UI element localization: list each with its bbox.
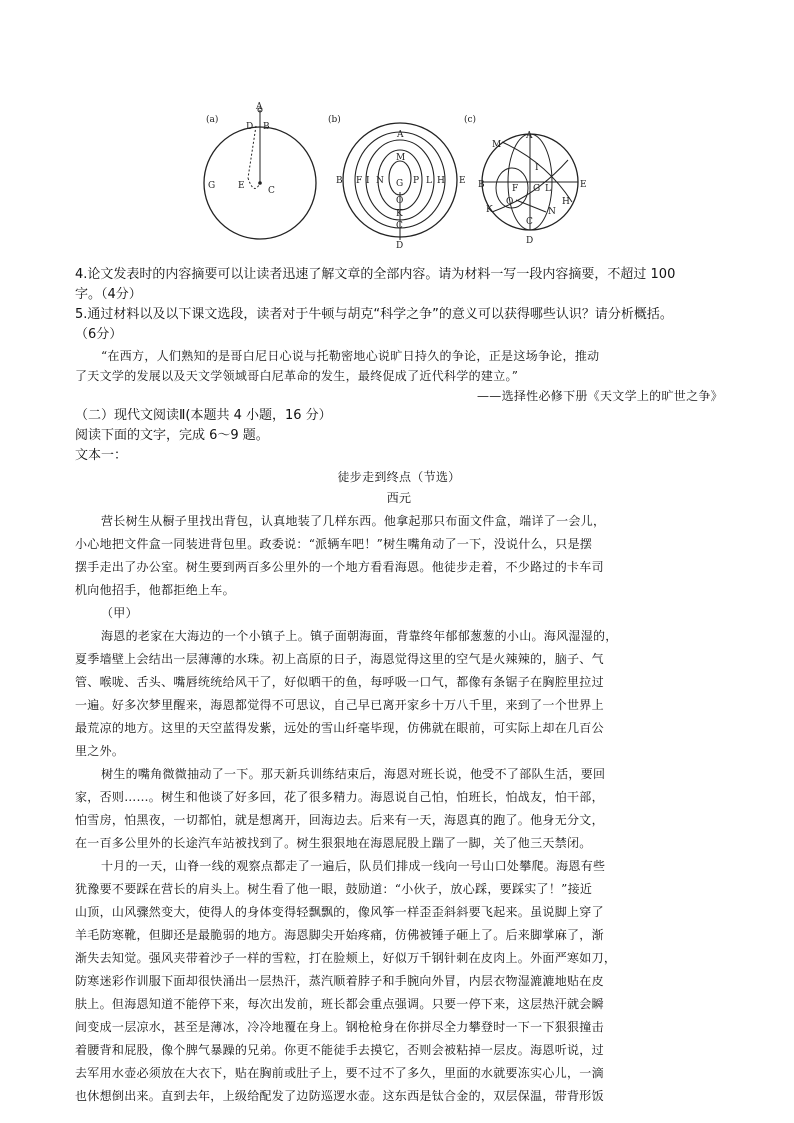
question-5-line-1: 5.通过材料以及以下课文选段，读者对于牛顿与胡克“科学之争”的意义可以获得哪些认识？请分析概括。 <box>75 307 673 322</box>
question-4-line-2: 字。（4分） <box>75 287 142 302</box>
section-title: （二）现代文阅读Ⅱ(本题共 4 小题，16 分） <box>75 408 332 423</box>
article-line: 小心地把文件盒一同装进背包里。政委说：“派辆车吧！”树生嘴角动了一下，没说什么，只是摆 <box>75 537 593 551</box>
diagram-panel-b <box>328 114 466 250</box>
point-i-b: I <box>366 176 370 186</box>
celestial-diagram-figure <box>196 100 596 250</box>
article-line: 里之外。 <box>75 744 125 758</box>
point-b-c: B <box>478 180 485 190</box>
article-line: 十月的一天，山脊一线的观察点都走了一遍后，队员们排成一线向一号山口处攀爬。海恩有些 <box>101 859 606 873</box>
point-n-c: N <box>548 207 556 217</box>
article-line: 也休想倒出来。直到去年，上级给配发了边防巡逻水壶。这东西是钛合金的，双层保温，带背形饭 <box>75 1089 604 1103</box>
quote-line-1: “在西方，人们熟知的是哥白尼日心说与托勒密地心说旷日持久的争论，正是这场争论，推动 <box>101 349 600 363</box>
point-f-c: F <box>512 184 519 194</box>
panel-label-c: (c) <box>464 115 477 125</box>
point-d-c: D <box>526 236 534 246</box>
quote-source: ——选择性必修下册《天文学上的旷世之争》 <box>476 389 723 403</box>
point-e-b: E <box>459 176 466 186</box>
question-5-line-2: （6分） <box>75 327 123 342</box>
point-c-c: C <box>526 217 533 227</box>
point-c-b: C <box>396 221 403 231</box>
article-line: 渐失去知觉。强风夹带着沙子一样的雪粒，打在脸颊上，好似万千钢针刺在皮肉上。外面严寒如刀， <box>75 951 617 965</box>
article-title: 徒步走到终点（节选） <box>337 470 461 484</box>
article-line: 营长树生从橱子里找出背包，认真地装了几样东西。他拿起那只布面文件盒，端详了一会儿， <box>101 514 606 528</box>
article-line: 去军用水壶必须放在大衣下，贴在胸前或肚子上，要不过不了多久，里面的水就要冻实心儿，一滴 <box>75 1066 604 1080</box>
article-line: 犹豫要不要踩在营长的肩头上。树生看了他一眼，鼓励道：“小伙子，放心踩，要踩实了！”接近 <box>75 882 593 896</box>
point-m-b: M <box>396 153 406 163</box>
article-line: 间变成一层凉水，甚至是薄冰，冷冷地覆在身上。钢枪枪身在你拼尽全力攀登时一下一下狠狠撞击 <box>75 1020 604 1034</box>
point-p-b: P <box>413 176 420 186</box>
point-m-c: M <box>492 140 502 150</box>
article-line: 机向他招手，他都拒绝上车。 <box>75 583 235 597</box>
article-line: 在一百多公里外的长途汽车站被找到了。树生狠狠地在海恩屁股上踹了一脚，关了他三天禁闭。 <box>75 836 592 850</box>
point-g-b: G <box>396 179 404 189</box>
text-label: 文本一： <box>75 448 128 463</box>
point-o-c: O <box>506 197 514 207</box>
point-f-b: F <box>356 176 363 186</box>
article-line: 摆手走出了办公室。树生要到两百多公里外的一个地方看看海恩。他徒步走着，不少路过的卡车司 <box>75 560 604 574</box>
point-b-a: B <box>263 122 270 132</box>
panel-label-b: (b) <box>328 115 341 125</box>
point-e-c: E <box>580 180 587 190</box>
point-k-c: K <box>486 205 493 215</box>
point-h-c: H <box>562 197 570 207</box>
point-n-b: N <box>376 176 384 186</box>
point-k-b: K <box>396 209 403 219</box>
article-line: 海恩的老家在大海边的一个小镇子上。镇子面朝海面，背靠终年郁郁葱葱的小山。海风湿湿的， <box>101 629 618 643</box>
section-instruction: 阅读下面的文字，完成 6～9 题。 <box>75 428 269 443</box>
point-h-b: H <box>437 176 445 186</box>
point-l-b: L <box>426 176 432 186</box>
article-line: 肤上。但海恩知道不能停下来，每次出发前，班长都会重点强调。只要一停下来，这层热汗就会瞬 <box>75 997 604 1011</box>
article-line: 防寒迷彩作训服下面却很快涌出一层热汗，蒸汽顺着脖子和手腕向外冒，内层衣物湿漉漉地贴在皮 <box>75 974 604 988</box>
question-4-line-1: 4.论文发表时的内容摘要可以让读者迅速了解文章的全部内容。请为材料一写一段内容摘要，不超过 100 <box>75 267 676 282</box>
article-line: 一遍。好多次梦里醒来，海恩都觉得不可思议，自己早已离开家乡十万八千里，来到了一个世界上 <box>75 698 604 712</box>
article-line: 夏季墙壁上会结出一层薄薄的水珠。初上高原的日子，海恩觉得这里的空气是火辣辣的，脑子、气 <box>75 652 604 666</box>
article-line: 着腰背和屁股，像个脾气暴躁的兄弟。你更不能徒手去摸它，否则会被粘掉一层皮。海恩听说，过 <box>75 1043 604 1057</box>
point-c-a: C <box>268 186 275 196</box>
point-g-a: G <box>208 181 216 191</box>
quote-line-2: 了天文学的发展以及天文学领域哥白尼革命的发生，最终促成了近代科学的建立。” <box>75 369 519 383</box>
point-a-c: A <box>526 131 533 141</box>
point-d-a: D <box>246 122 254 132</box>
diagram-panel-c <box>464 114 587 246</box>
point-a-b: A <box>397 130 404 140</box>
panel-label-a: (a) <box>206 115 219 125</box>
point-g-c: G <box>533 184 541 194</box>
article-line: 树生的嘴角微微抽动了一下。那天新兵训练结束后，海恩对班长说，他受不了部队生活，要回 <box>101 767 606 781</box>
article-line: 羊毛防寒靴，但脚还是最脆弱的地方。海恩脚尖开始疼痛，仿佛被锤子砸上了。后来脚掌麻了，渐 <box>75 928 604 942</box>
article-line: 山顶，山风骤然变大，使得人的身体变得轻飘飘的，像风筝一样歪歪斜斜要飞起来。虽说脚上穿了 <box>75 905 604 919</box>
point-d-b: D <box>396 241 404 250</box>
article-line: 怕雪房，怕黑夜，一切都怕，就是想离开，回海边去。后来有一天，海恩真的跑了。他身无分文， <box>75 813 604 827</box>
point-i-c: I <box>535 163 539 173</box>
point-o-b: O <box>396 196 404 206</box>
article-line: 家，否则……。树生和他谈了好多回，花了很多精力。海恩说自己怕，怕班长，怕战友，怕干部， <box>75 790 604 804</box>
point-a-a: A <box>256 102 263 112</box>
article-line: （甲） <box>101 606 138 620</box>
point-b-b: B <box>336 176 343 186</box>
article-author: 西元 <box>386 491 412 505</box>
diagram-panel-a <box>204 102 316 239</box>
point-e-a: E <box>238 181 245 191</box>
article-line: 最荒凉的地方。这里的天空蓝得发紫，远处的雪山纤毫毕现，仿佛就在眼前，可实际上却在几百公 <box>75 721 604 735</box>
article-line: 管、喉咙、舌头、嘴唇统统给风干了，好似晒干的鱼，每呼吸一口气，都像有条锯子在胸腔里拉过 <box>75 675 604 689</box>
point-l-c: L <box>545 184 551 194</box>
